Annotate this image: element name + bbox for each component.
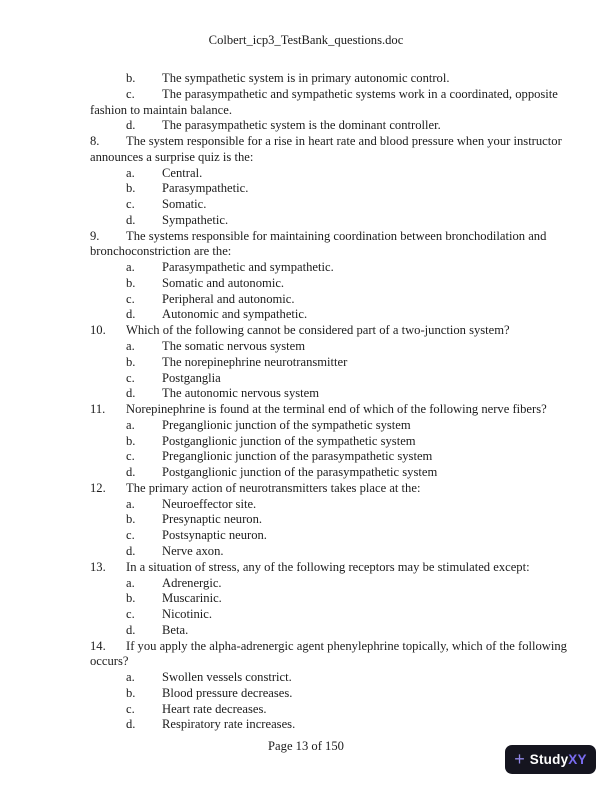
option-letter: b. [126,685,136,700]
line-text: Postsynaptic neuron. [162,528,267,543]
option-line [0,371,612,387]
option-letter: c. [126,370,135,385]
option-letter: d. [126,622,136,637]
line-text: The systems responsible for maintaining coordination between bronchodilation and [126,228,547,243]
question-line [0,229,612,245]
option-line [0,607,612,623]
continuation-line [0,654,612,670]
line-text: fashion to maintain balance. [90,102,232,117]
line-text: The primary action of neurotransmitters takes place at the: [126,480,421,495]
option-line [0,418,612,434]
option-line [0,87,612,103]
studyxy-logo [505,745,596,774]
option-line [0,292,612,308]
option-letter: c. [126,607,135,622]
line-text: The parasympathetic and sympathetic systems work in a coordinated, opposite [162,86,558,101]
continuation-line [0,244,612,260]
document-title: Colbert_icp3_TestBank_questions.doc [208,33,404,47]
option-letter: d. [126,717,136,732]
question-number: 12. [90,480,106,495]
option-line [0,717,612,733]
option-letter: b. [126,512,136,527]
line-text: Heart rate decreases. [162,701,267,716]
line-text: Blood pressure decreases. [162,685,293,700]
line-text: The autonomic nervous system [162,386,320,401]
question-line [0,323,612,339]
line-text: The somatic nervous system [162,339,306,354]
line-text: The system responsible for a rise in heart rate and blood pressure when your instructor [126,134,562,149]
question-number: 11. [90,402,106,417]
line-text: Norepinephrine is found at the terminal end of which of the following nerve fibers? [126,402,547,417]
option-line [0,71,612,87]
line-text: Nerve axon. [162,543,224,558]
option-line [0,339,612,355]
option-letter: c. [126,197,135,212]
option-letter: b. [126,433,136,448]
line-text: If you apply the alpha-adrenergic agent phenylephrine topically, which of the following [126,638,567,653]
line-text: Postganglionic junction of the parasympathetic system [162,465,438,480]
option-line [0,670,612,686]
brand-name-accent: XY [568,752,587,767]
option-line [0,449,612,465]
option-letter: c. [126,528,135,543]
question-number: 8. [90,134,100,149]
option-line [0,591,612,607]
line-text: Postganglionic junction of the sympathetic system [162,433,416,448]
option-letter: d. [126,118,136,133]
line-text: Neuroeffector site. [162,496,257,511]
line-text: Which of the following cannot be considered part of a two-junction system? [126,323,510,338]
question-number: 10. [90,323,106,338]
option-letter: b. [126,71,136,85]
option-line [0,512,612,528]
brand-name [530,752,587,767]
line-text: Central. [162,165,203,180]
option-line [0,623,612,639]
option-letter: d. [126,307,136,322]
line-text: Postganglia [162,370,221,385]
line-text: The sympathetic system is in primary autonomic control. [162,71,450,85]
option-letter: a. [126,165,135,180]
line-text: Muscarinic. [162,591,222,606]
option-letter: a. [126,670,135,685]
option-letter: c. [126,449,135,464]
line-text: Adrenergic. [162,575,222,590]
option-letter: d. [126,543,136,558]
line-text: Peripheral and autonomic. [162,291,295,306]
option-letter: a. [126,417,135,432]
option-line [0,702,612,718]
line-text: announces a surprise quiz is the: [90,149,254,164]
option-line [0,528,612,544]
line-text: Autonomic and sympathetic. [162,307,308,322]
line-text: occurs? [90,654,129,669]
question-number: 14. [90,638,106,653]
document-body [0,71,612,733]
option-line [0,686,612,702]
page-number: Page 13 of 150 [268,739,344,753]
line-text: bronchoconstriction are the: [90,244,232,259]
question-number: 13. [90,559,106,574]
option-letter: a. [126,496,135,511]
option-letter: b. [126,354,136,369]
question-line [0,639,612,655]
line-text: Parasympathetic and sympathetic. [162,260,334,275]
option-line [0,544,612,560]
question-line [0,134,612,150]
question-number: 9. [90,228,100,243]
plus-icon: + [514,748,525,769]
line-text: In a situation of stress, any of the following receptors may be stimulated except: [126,559,530,574]
line-text: Somatic. [162,197,207,212]
option-line [0,386,612,402]
option-letter: b. [126,591,136,606]
line-text: The parasympathetic system is the dominant controller. [162,118,441,133]
option-letter: b. [126,275,136,290]
option-line [0,276,612,292]
line-text: Presynaptic neuron. [162,512,263,527]
continuation-line [0,150,612,166]
line-text: The norepinephrine neurotransmitter [162,354,348,369]
question-line [0,560,612,576]
option-letter: a. [126,260,135,275]
line-text: Swollen vessels constrict. [162,670,292,685]
option-line [0,197,612,213]
option-line [0,260,612,276]
option-line [0,181,612,197]
option-line [0,576,612,592]
line-text: Beta. [162,622,189,637]
option-letter: c. [126,86,135,101]
option-letter: c. [126,291,135,306]
option-line [0,465,612,481]
option-line [0,213,612,229]
option-letter: c. [126,701,135,716]
line-text: Preganglionic junction of the sympathetic system [162,417,411,432]
line-text: Respiratory rate increases. [162,717,296,732]
line-text: Preganglionic junction of the parasympathetic system [162,449,433,464]
line-text: Parasympathetic. [162,181,249,196]
option-letter: a. [126,575,135,590]
option-letter: d. [126,465,136,480]
continuation-line [0,103,612,119]
option-line [0,118,612,134]
option-letter: d. [126,386,136,401]
option-line [0,434,612,450]
question-line [0,481,612,497]
option-letter: a. [126,339,135,354]
line-text: Somatic and autonomic. [162,275,285,290]
option-letter: d. [126,212,136,227]
option-line [0,355,612,371]
line-text: Sympathetic. [162,212,229,227]
option-line [0,497,612,513]
brand-name-primary: Study [529,752,569,767]
option-letter: b. [126,181,136,196]
question-line [0,402,612,418]
option-line [0,166,612,182]
option-line [0,307,612,323]
line-text: Nicotinic. [162,607,213,622]
